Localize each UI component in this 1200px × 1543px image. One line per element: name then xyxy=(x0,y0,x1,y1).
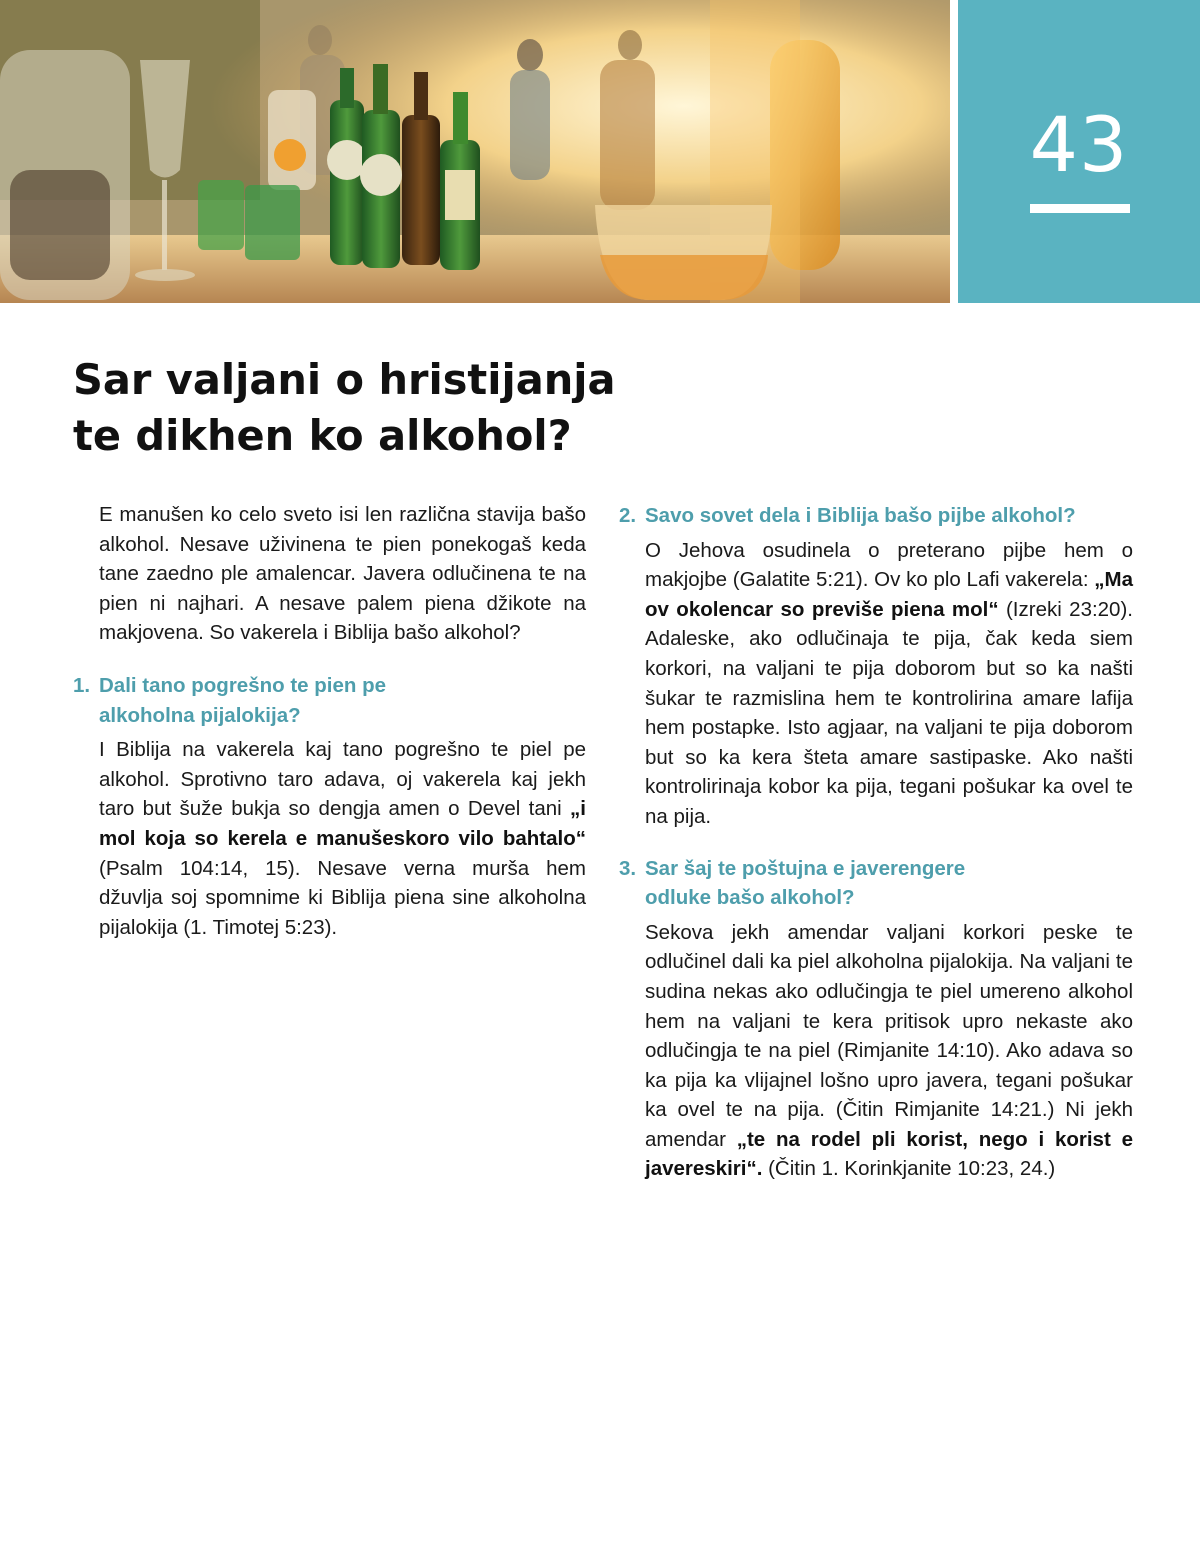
section-3-quote: „te na rodel pli korist, nego i korist e javereskiri“. xyxy=(645,1127,1133,1181)
section-1-question-line-2: alkoholna pijalokija? xyxy=(99,703,301,727)
section-2-question-line-1: Savo sovet dela i Biblija bašo pijbe alkohol? xyxy=(645,504,1076,527)
section-2-text-after: (Izreki 23:20). Adaleske, ako odlučinaja te pija, čak keda siem korkori, na valjani te pija doborom but so ka našti šukar te razmislina hem te kontrolirina amare lafija hem postapke. Isto agjaar, na valjani te pija doborom but so ka kera šteta amare sastipaske. Ako našti kontrolirinaja kobor ka pija, tegani pošukar ka ovel te na pija. xyxy=(645,597,1133,828)
section-3-question-line-2: odluke bašo alkohol? xyxy=(645,886,855,910)
section-1-answer xyxy=(99,735,586,942)
section-1-text-before: I Biblija na vakerela kaj tano pogrešno te piel pe alkohol. Sprotivno taro adava, oj vakerela kaj jekh taro but šuže bukja so dengja amen o Devel tani xyxy=(99,738,586,821)
section-1-text-after: (Psalm 104:14, 15). Nesave verna murša hem džuvlja soj spomnime ki Biblija piena sine alkoholna pijalokija (1. Timotej 5:23). xyxy=(99,856,586,939)
section-1-question-line-1: Dali tano pogrešno te pien pe xyxy=(99,673,387,697)
section-3-text-before: Sekova jekh amendar valjani korkori peske te odlučinel dali ka piel alkoholna pijalokija. Na valjani te sudina nekas ako odlučingja te piel umereno alkohol hem na valjani te kera pritisok upro nekaste ako odlučingja te na piel (Rimjanite 14:10). Ako adava so ka pija ka vlijajnel lošno upro javera, tegani pošukar ka ovel te na pija. (Čitin Rimjanite 14:21.) Ni jekh amendar xyxy=(645,920,1133,1151)
section-2 xyxy=(619,501,1133,832)
header-photo xyxy=(0,0,950,303)
section-1 xyxy=(73,671,586,942)
section-2-quote: „Ma ov okolencar so previše piena mol“ xyxy=(645,568,1133,621)
photo-illustration xyxy=(0,0,950,303)
intro-paragraph: E manušen ko celo sveto isi len različna stavija bašo alkohol. Nesave uživinena te pien ponekogaš keda tane zaedno ple amalencar. Javera odlučinena te na pien ni najhari. A nesave palem piena džikote na makjovena. So vakerela i Biblija bašo alkohol? xyxy=(99,503,586,645)
section-3-answer xyxy=(645,918,1133,1184)
section-1-quote: „i mol koja so kerela e manušeskoro vilo bahtalo“ xyxy=(99,797,586,850)
lesson-number: 43 xyxy=(1029,100,1129,189)
section-1-number: 1. xyxy=(73,673,91,697)
title-line-1: Sar valjani o hristijanja xyxy=(73,355,616,404)
section-3-question xyxy=(619,854,1133,913)
section-1-question xyxy=(73,671,586,730)
title-line-2: te dikhen ko alkohol? xyxy=(73,411,572,460)
page-title xyxy=(73,352,773,464)
section-2-question xyxy=(619,501,1133,531)
section-2-text-before: O Jehova osudinela o preterano pijbe hem o makjojbe (Galatite 5:21). Ov ko plo Lafi vakerela: xyxy=(645,538,1133,592)
lesson-badge xyxy=(958,0,1200,303)
section-2-number: 2. xyxy=(619,504,637,527)
section-3-question-line-1: Sar šaj te poštujna e javerengere xyxy=(645,856,966,880)
section-3-text-after: (Čitin 1. Korinkjanite 10:23, 24.) xyxy=(762,1157,1056,1181)
left-column xyxy=(73,500,586,942)
section-3-number: 3. xyxy=(619,856,637,880)
section-3 xyxy=(619,854,1133,1185)
right-column xyxy=(619,501,1133,1184)
badge-underline xyxy=(1030,204,1130,213)
section-2-answer xyxy=(645,536,1133,832)
